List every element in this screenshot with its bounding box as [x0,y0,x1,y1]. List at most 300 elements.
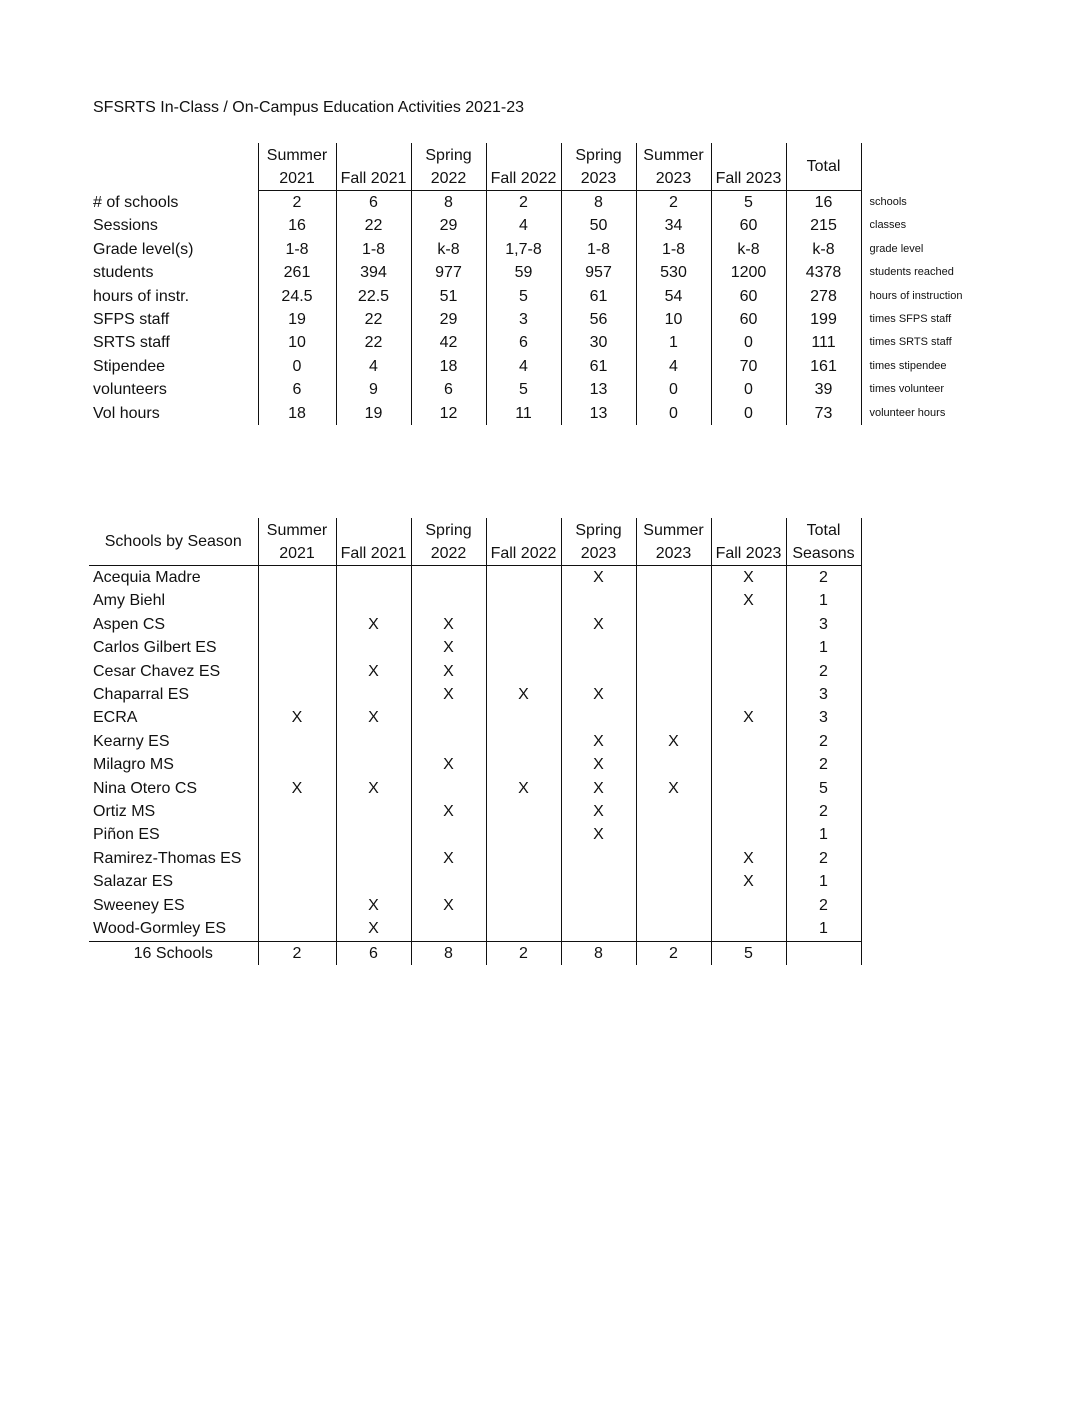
summary-cell: 34 [636,214,711,237]
summary-row [89,238,1011,261]
season-mark: X [711,566,786,590]
summary-cell: 10 [258,331,336,354]
season-mark: X [411,613,486,636]
season-mark [486,730,561,753]
school-total-seasons: 1 [786,589,861,612]
summary-cell: 1,7-8 [486,238,561,261]
schools-footer-row [89,941,861,965]
school-name: Aspen CS [93,615,166,633]
season-mark [258,894,336,917]
summary-season-header [561,143,636,191]
summary-note: times SFPS staff [869,313,952,326]
summary-cell: 1-8 [258,238,336,261]
summary-cell: 8 [561,191,636,215]
season-mark [561,660,636,683]
season-mark: X [561,613,636,636]
summary-cell: 394 [336,261,411,284]
summary-total-header: Total [786,143,861,191]
season-header-line1: Spring [425,521,472,539]
summary-season-header [486,143,561,191]
summary-cell: 19 [336,402,411,425]
season-header-line2: 2023 [580,544,617,562]
season-mark [636,870,711,893]
schools-season-header [411,518,486,566]
school-name: Kearny ES [93,732,170,750]
season-mark [486,870,561,893]
season-school-count: 2 [258,941,336,965]
schools-total-header [786,518,861,566]
school-row [89,706,861,729]
season-mark [711,777,786,800]
season-mark [711,613,786,636]
summary-cell: 24.5 [258,285,336,308]
summary-row-label: Vol hours [93,404,160,422]
school-row [89,777,861,800]
season-header-line1 [712,144,786,167]
summary-row-label: volunteers [93,381,167,399]
schools-by-season-table [89,518,862,965]
summary-cell: 261 [258,261,336,284]
school-row [89,753,861,776]
season-mark [336,823,411,846]
season-mark [711,800,786,823]
summary-row [89,355,1011,378]
summary-total-cell: 39 [786,378,861,401]
season-mark: X [336,894,411,917]
summary-row [89,214,1011,237]
season-mark: X [411,753,486,776]
season-mark [561,894,636,917]
school-row [89,730,861,753]
summary-cell: 2 [486,191,561,215]
school-total-seasons: 3 [786,683,861,706]
season-school-count: 8 [411,941,486,965]
summary-cell: 29 [411,308,486,331]
summary-cell: 60 [711,285,786,308]
season-school-count: 2 [636,941,711,965]
season-mark [411,823,486,846]
summary-cell: 0 [636,378,711,401]
season-mark [636,636,711,659]
summary-cell: 22 [336,331,411,354]
season-mark [486,800,561,823]
summary-cell: k-8 [711,238,786,261]
school-row [89,589,861,612]
summary-cell: 60 [711,308,786,331]
summary-cell: 4 [636,355,711,378]
schools-season-header [636,518,711,566]
school-total-seasons: 2 [786,847,861,870]
season-header-line2: Fall 2022 [490,544,557,562]
season-mark [258,589,336,612]
season-mark [258,800,336,823]
season-mark [411,566,486,590]
season-mark: X [336,613,411,636]
summary-cell: 6 [258,378,336,401]
schools-season-header [711,518,786,566]
school-name: Amy Biehl [93,592,166,610]
summary-season-header [258,143,336,191]
summary-row-label: SFPS staff [93,311,170,329]
school-name: Piñon ES [93,826,160,844]
summary-season-header [636,143,711,191]
summary-cell: 1200 [711,261,786,284]
school-total-seasons: 2 [786,753,861,776]
schools-season-header [486,518,561,566]
summary-cell: 1-8 [561,238,636,261]
summary-cell: 4 [486,214,561,237]
summary-cell: 4 [486,355,561,378]
summary-total-cell: 4378 [786,261,861,284]
season-mark: X [561,777,636,800]
season-mark: X [258,706,336,729]
season-mark [258,823,336,846]
season-mark [636,753,711,776]
season-mark [711,894,786,917]
summary-cell: 51 [411,285,486,308]
season-mark: X [411,800,486,823]
season-header-line2: Fall 2023 [715,544,782,562]
total-header-line2: Seasons [792,544,855,562]
summary-row [89,331,1011,354]
summary-cell: 0 [258,355,336,378]
summary-table [89,143,1011,425]
schools-season-header [561,518,636,566]
summary-cell: 19 [258,308,336,331]
schools-header-row [89,518,861,566]
school-total-seasons: 2 [786,894,861,917]
season-mark [411,589,486,612]
season-mark [486,706,561,729]
summary-note: students reached [869,266,954,279]
school-name: Milagro MS [93,756,174,774]
season-mark [636,683,711,706]
season-mark: X [411,660,486,683]
season-mark: X [711,589,786,612]
season-mark: X [561,800,636,823]
summary-cell: 5 [711,191,786,215]
season-mark [258,636,336,659]
season-mark [336,753,411,776]
summary-total-cell: 161 [786,355,861,378]
summary-row [89,285,1011,308]
summary-cell: 61 [561,355,636,378]
summary-cell: 0 [711,331,786,354]
season-mark [411,870,486,893]
school-row [89,823,861,846]
school-total-seasons: 2 [786,566,861,590]
summary-cell: 2 [258,191,336,215]
summary-cell: 0 [711,402,786,425]
season-mark [336,870,411,893]
school-row [89,847,861,870]
season-mark [336,636,411,659]
season-header-line1 [487,144,561,167]
season-header-line2: Fall 2022 [490,169,557,187]
season-header-line2: 2022 [430,169,467,187]
summary-cell: 22 [336,308,411,331]
season-mark: X [336,660,411,683]
summary-row [89,402,1011,425]
season-mark [336,683,411,706]
season-header-line1: Summer [266,146,328,164]
season-mark [486,566,561,590]
summary-note: times stipendee [869,359,947,372]
summary-total-cell: 73 [786,402,861,425]
summary-cell: 56 [561,308,636,331]
season-mark: X [336,777,411,800]
summary-season-header [711,143,786,191]
summary-row-label: Stipendee [93,357,166,375]
season-mark [486,613,561,636]
season-mark [711,683,786,706]
summary-cell: 13 [561,402,636,425]
summary-total-cell: k-8 [786,238,861,261]
summary-row-label: Grade level(s) [93,240,194,258]
season-header-line1 [712,519,786,542]
summary-note: hours of instruction [869,289,963,302]
summary-cell: 3 [486,308,561,331]
season-mark [636,847,711,870]
summary-cell: 18 [411,355,486,378]
season-mark [258,753,336,776]
summary-season-header [336,143,411,191]
schools-header-label: Schools by Season [89,518,258,566]
school-name: Ramirez-Thomas ES [93,849,242,867]
season-mark [561,589,636,612]
season-mark [636,566,711,590]
season-mark [258,660,336,683]
season-mark [411,917,486,941]
summary-cell: 42 [411,331,486,354]
season-mark [636,917,711,941]
season-header-line1: Spring [575,146,622,164]
summary-cell: 61 [561,285,636,308]
season-mark [336,589,411,612]
summary-cell: 30 [561,331,636,354]
season-header-line2: 2021 [279,169,315,187]
summary-total-cell: 199 [786,308,861,331]
season-mark [336,730,411,753]
schools-season-header [258,518,336,566]
summary-cell: 59 [486,261,561,284]
school-row [89,917,861,941]
season-mark [336,847,411,870]
summary-note: grade level [869,242,924,255]
summary-cell: 22.5 [336,285,411,308]
season-header-line1: Summer [266,521,328,539]
school-name: Chaparral ES [93,686,190,704]
season-mark: X [411,894,486,917]
season-mark [561,917,636,941]
season-mark [561,706,636,729]
school-row [89,613,861,636]
school-total-seasons: 1 [786,917,861,941]
school-total-seasons: 2 [786,800,861,823]
summary-cell: 5 [486,285,561,308]
summary-row-label: Sessions [93,217,158,235]
season-mark [711,753,786,776]
summary-note-header-blank [861,143,1011,191]
season-mark [711,917,786,941]
season-mark [711,823,786,846]
summary-cell: 6 [411,378,486,401]
season-header-line2: Fall 2021 [340,169,407,187]
summary-cell: 10 [636,308,711,331]
season-mark [636,706,711,729]
season-mark: X [411,683,486,706]
season-header-line2: Fall 2021 [340,544,407,562]
school-total-seasons: 2 [786,660,861,683]
season-mark [258,730,336,753]
season-mark: X [561,566,636,590]
season-mark: X [636,730,711,753]
season-mark [711,660,786,683]
summary-cell: 0 [711,378,786,401]
season-mark [486,753,561,776]
summary-cell: 9 [336,378,411,401]
season-mark [486,894,561,917]
summary-cell: 0 [636,402,711,425]
summary-row [89,191,1011,215]
summary-note: volunteer hours [869,406,946,419]
season-mark: X [561,753,636,776]
summary-note: schools [869,195,907,208]
summary-cell: 70 [711,355,786,378]
season-mark: X [336,917,411,941]
school-name: Carlos Gilbert ES [93,639,217,657]
summary-note: classes [869,219,907,232]
summary-row-label: SRTS staff [93,334,170,352]
season-mark: X [336,706,411,729]
summary-total-cell: 215 [786,214,861,237]
season-mark [486,589,561,612]
summary-total-cell: 278 [786,285,861,308]
summary-cell: 530 [636,261,711,284]
season-mark [258,613,336,636]
season-header-line1 [337,144,411,167]
school-total-seasons: 1 [786,823,861,846]
season-mark [486,823,561,846]
school-row [89,566,861,590]
summary-cell: 1 [636,331,711,354]
school-total-seasons: 5 [786,777,861,800]
season-mark: X [258,777,336,800]
season-mark [561,847,636,870]
season-mark [486,917,561,941]
summary-cell: 60 [711,214,786,237]
season-mark [411,730,486,753]
season-school-count: 6 [336,941,411,965]
school-total-seasons: 3 [786,613,861,636]
school-name: Nina Otero CS [93,779,198,797]
season-mark: X [411,636,486,659]
school-row [89,636,861,659]
season-mark [336,800,411,823]
schools-footer-label: 16 Schools [133,944,213,962]
season-mark [411,777,486,800]
school-name: Sweeney ES [93,896,185,914]
season-mark [636,660,711,683]
season-mark [636,800,711,823]
season-mark [258,917,336,941]
summary-note: times volunteer [869,383,945,396]
season-mark [258,683,336,706]
school-name: Wood-Gormley ES [89,917,258,941]
season-mark: X [561,730,636,753]
season-school-count: 5 [711,941,786,965]
season-mark: X [711,870,786,893]
season-mark [486,847,561,870]
school-row [89,894,861,917]
summary-cell: 977 [411,261,486,284]
summary-cell: 12 [411,402,486,425]
summary-row [89,261,1011,284]
summary-header-row [89,143,1011,191]
season-mark [486,636,561,659]
school-row [89,660,861,683]
season-header-line1 [487,519,561,542]
season-mark: X [711,847,786,870]
summary-cell: 13 [561,378,636,401]
season-header-line2: 2022 [430,544,467,562]
summary-total-cell: 111 [786,331,861,354]
school-total-seasons: 2 [786,730,861,753]
season-mark [636,894,711,917]
season-header-line1: Spring [425,146,472,164]
summary-cell: 6 [486,331,561,354]
season-header-line1: Summer [643,521,704,539]
summary-season-header [411,143,486,191]
season-mark [711,636,786,659]
school-name: Cesar Chavez ES [93,662,221,680]
school-row [89,800,861,823]
summary-row [89,308,1011,331]
season-mark [636,613,711,636]
season-mark: X [486,777,561,800]
season-mark [258,566,336,590]
season-school-count: 8 [561,941,636,965]
season-mark [561,870,636,893]
summary-cell: 11 [486,402,561,425]
season-mark: X [411,847,486,870]
school-total-seasons: 1 [786,870,861,893]
school-total-seasons: 3 [786,706,861,729]
summary-cell: k-8 [411,238,486,261]
school-total-seasons: 1 [786,636,861,659]
summary-cell: 22 [336,214,411,237]
summary-cell: 8 [411,191,486,215]
summary-cell: 2 [636,191,711,215]
summary-cell: 1-8 [636,238,711,261]
season-mark: X [486,683,561,706]
schools-season-header [336,518,411,566]
season-mark: X [561,823,636,846]
school-name: ECRA [93,709,138,727]
school-name: Ortiz MS [93,803,156,821]
total-header-line1: Total [806,521,841,539]
summary-row-label: hours of instr. [93,287,190,305]
summary-cell: 957 [561,261,636,284]
season-mark [411,706,486,729]
summary-header-blank [89,143,258,191]
season-mark [486,660,561,683]
summary-cell: 16 [258,214,336,237]
summary-row-label: students [93,264,154,282]
season-header-line2: 2023 [655,544,692,562]
season-mark [636,589,711,612]
summary-note: times SRTS staff [869,336,952,349]
